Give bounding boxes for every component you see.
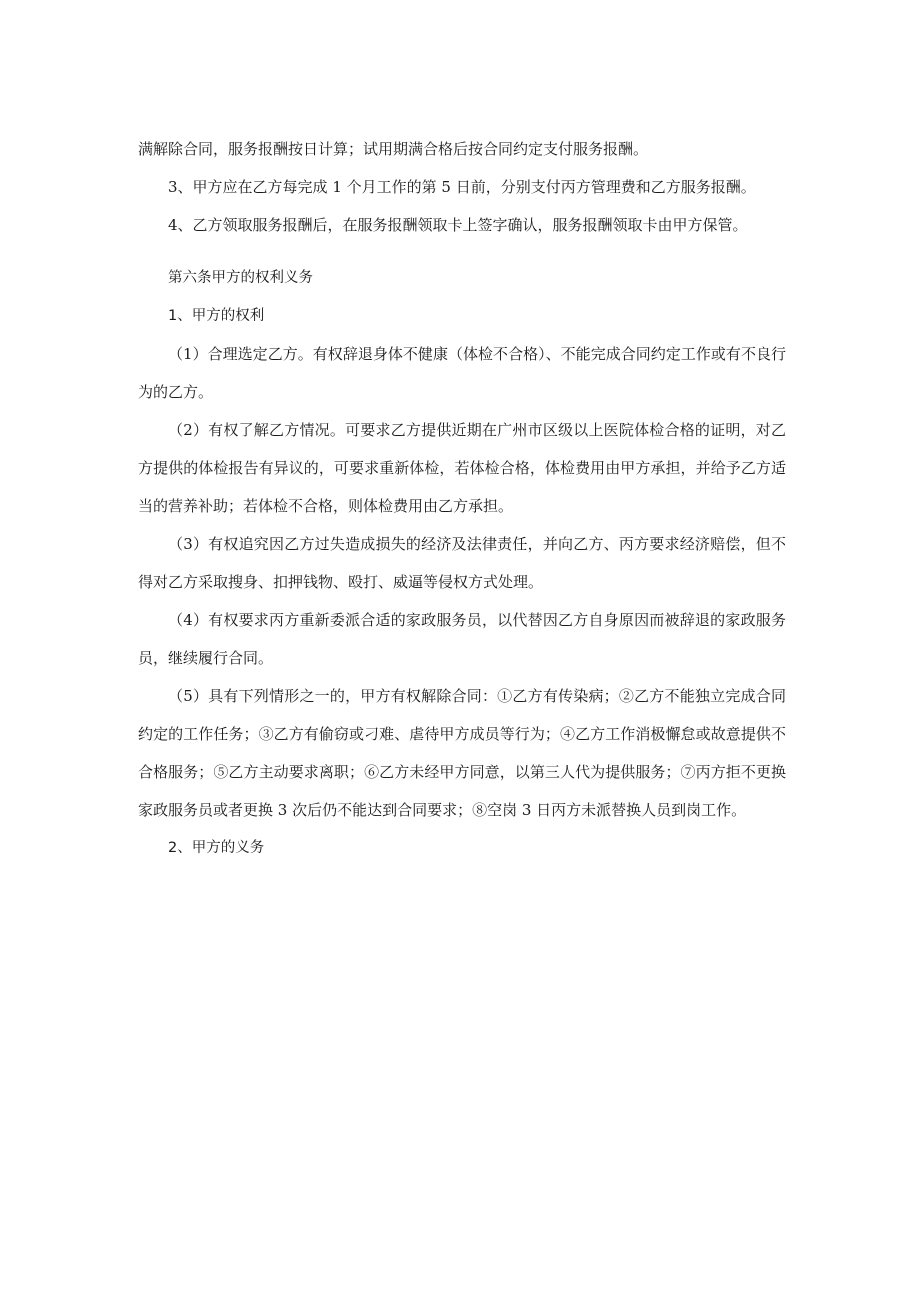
section-gap <box>138 244 786 259</box>
rights-item-2: （2）有权了解乙方情况。可要求乙方提供近期在广州市区级以上医院体检合格的证明，对乙方提供的体检报告有异议的，可要求重新体检，若体检合格，体检费用由甲方承担，并给予乙方适当的营养补助；若体检不合格，则体检费用由乙方承担。 <box>138 421 786 515</box>
section-title-rights: 1、甲方的权利 <box>168 308 265 324</box>
rights-item-1: （1）合理选定乙方。有权辞退身体不健康（体检不合格）、不能完成合同约定工作或有不良行为的乙方。 <box>138 345 786 401</box>
paragraph-item-4: 4、乙方领取服务报酬后，在服务报酬领取卡上签字确认，服务报酬领取卡由甲方保管。 <box>168 216 748 234</box>
article-title: 第六条甲方的权利义务 <box>168 270 313 286</box>
paragraph-continuation: 满解除合同，服务报酬按日计算；试用期满合格后按合同约定支付服务报酬。 <box>138 140 649 158</box>
rights-item-4: （4）有权要求丙方重新委派合适的家政服务员，以代替因乙方自身原因而被辞退的家政服务员，继续履行合同。 <box>138 611 786 667</box>
rights-item-5: （5）具有下列情形之一的，甲方有权解除合同：①乙方有传染病；②乙方不能独立完成合同约定的工作任务；③乙方有偷窃或刁难、虐待甲方成员等行为；④乙方工作消极懈怠或故意提供不合格服务；⑤乙方主动要求离职；⑥乙方未经甲方同意，以第三人代为提供服务；⑦丙方拒不更换家政服务员或者更换 3 次后仍不能达到合同要求；⑧空岗 3 日丙方未派替换人员到岗工作。 <box>138 687 786 819</box>
paragraph-item-3: 3、甲方应在乙方每完成 1 个月工作的第 5 日前，分别支付丙方管理费和乙方服务报酬。 <box>168 178 756 196</box>
document-body <box>138 130 786 867</box>
rights-item-3: （3）有权追究因乙方过失造成损失的经济及法律责任，并向乙方、丙方要求经济赔偿，但不得对乙方采取搜身、扣押钱物、殴打、威逼等侵权方式处理。 <box>138 535 786 591</box>
section-title-obligations: 2、甲方的义务 <box>168 840 265 856</box>
